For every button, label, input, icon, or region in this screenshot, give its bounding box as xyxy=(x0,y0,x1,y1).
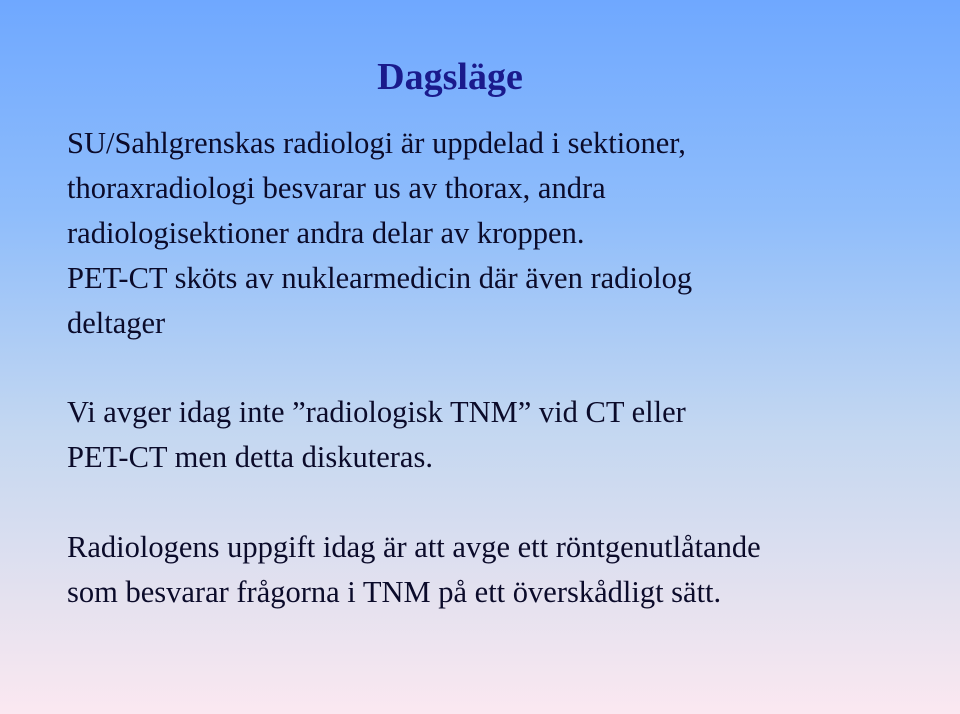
text-line: som besvarar frågorna i TNM på ett överskådligt sätt. xyxy=(67,575,722,609)
text-line: thoraxradiologi besvarar us av thorax, andra xyxy=(67,171,606,205)
text-line: PET-CT men detta diskuteras. xyxy=(67,440,433,474)
text-line: Radiologens uppgift idag är att avge ett röntgenutlåtande xyxy=(67,530,761,564)
paragraph-radiologist-task xyxy=(67,525,947,615)
text-line: SU/Sahlgrenskas radiologi är uppdelad i sektioner, xyxy=(67,126,686,160)
text-line: Vi avger idag inte ”radiologisk TNM” vid CT eller xyxy=(67,395,686,429)
paragraph-organization xyxy=(67,121,947,346)
paragraph-tnm-status xyxy=(67,390,947,480)
text-line: radiologisektioner andra delar av kroppen. xyxy=(67,216,585,250)
text-line: deltager xyxy=(67,306,166,340)
slide-title: Dagsläge xyxy=(377,56,523,98)
text-line: PET-CT sköts av nuklearmedicin där även radiolog xyxy=(67,261,693,295)
